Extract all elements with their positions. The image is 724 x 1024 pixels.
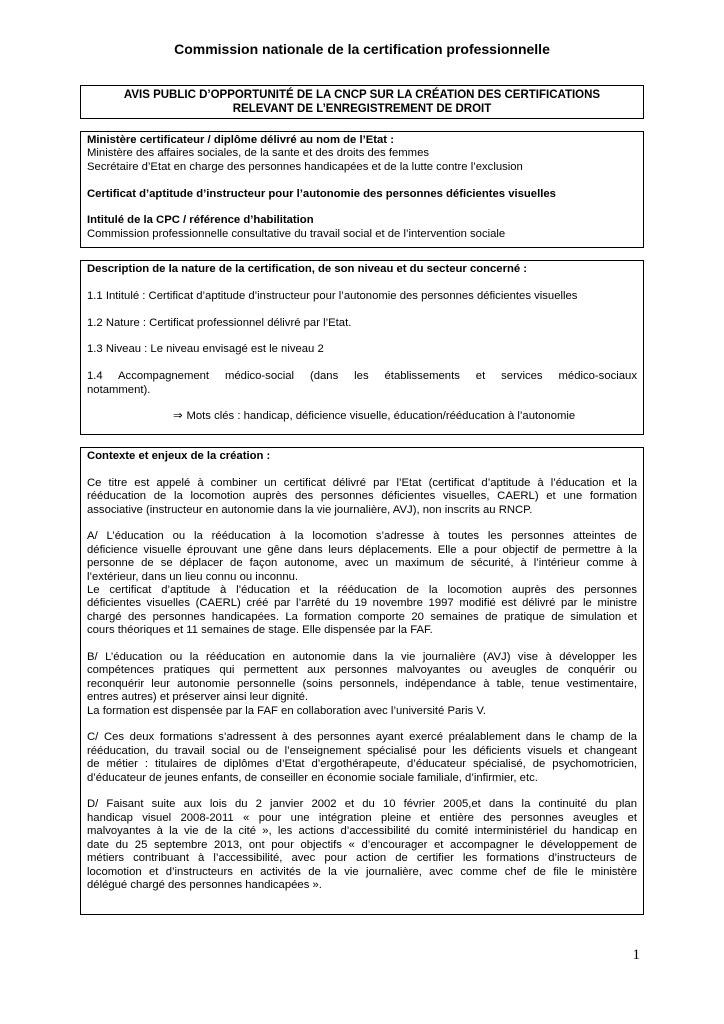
text-line: compétences pratiques qui permettent aux personnes malvoyantes ou aveugles de conquérir ou <box>87 664 637 677</box>
text-line: cours théoriques et 11 semaines de stage. Elle dispensée par la FAF. <box>87 624 433 637</box>
text-line: locomotion et d’instructeurs en activités de la vie journalière, avec comme chef de file le ministère <box>87 865 637 878</box>
ministry-line: Secrétaire d’Etat en charge des personnes handicapées et de la lutte contre l’exclusion <box>87 160 523 173</box>
context-section-b <box>87 651 637 718</box>
text-line: associative (instructeur en autonomie dans la vie journalière, AVJ), non inscrits au RNCP. <box>87 503 533 516</box>
cpc-heading: Intitulé de la CPC / référence d’habilitation <box>87 214 314 227</box>
text-line: personne de se déplacer de façon autonome, avec un maximum de sécurité, à l’intérieur comme à <box>87 557 637 570</box>
text-line: La formation est dispensée par la FAF en collaboration avec l’université Paris V. <box>87 704 486 717</box>
description-item: 1.2 Nature : Certificat professionnel délivré par l’Etat. <box>87 316 352 329</box>
page-title: Commission nationale de la certification professionnelle <box>174 41 550 57</box>
context-heading: Contexte et enjeux de la création : <box>87 450 271 462</box>
text-line: D/ Faisant suite aux lois du 2 janvier 2002 et du 10 février 2005,et dans la continuité du plan <box>87 798 637 811</box>
text-line: déficience visuelle éprouvant une gêne dans leurs déplacements. Elle a pour objectif de permettre à la <box>87 543 637 556</box>
certificate-title: Certificat d’aptitude d’instructeur pour l’autonomie des personnes déficientes visuelles <box>87 187 556 200</box>
context-intro <box>87 477 637 517</box>
text-line: entres autres) et préserver ainsi leur dignité. <box>87 691 309 704</box>
description-item: 1.3 Niveau : Le niveau envisagé est le niveau 2 <box>87 343 324 356</box>
keywords-text: Mots clés : handicap, déficience visuelle, éducation/rééducation à l’autonomie <box>186 410 576 423</box>
text-line: métiers contribuant à l’accessibilité, avec pour action de certifier les formations d’instructeurs de <box>87 852 637 865</box>
keywords-line <box>87 410 637 423</box>
text-line: délégué chargé des personnes handicapées ». <box>87 878 322 891</box>
text-line: reconquérir leur autonomie personnelle (soins personnels, indépendance à table, tenue vestimentaire, <box>87 677 637 690</box>
description-item: 1.1 Intitulé : Certificat d’aptitude d’instructeur pour l’autonomie des personnes déficientes visuelles <box>87 289 578 302</box>
text-line: Le certificat d’aptitude à l’éducation et la rééducation de la locomotion auprès des personnes <box>87 584 637 597</box>
right-arrow-icon: ⇒ <box>173 410 183 423</box>
context-section-c <box>87 731 637 785</box>
text-line: l’extérieur, dans un lieu connu ou inconnu. <box>87 570 299 583</box>
text-line: Ce titre est appelé à combiner un certificat délivré par l’Etat (certificat d’aptitude à l’éducation et la <box>87 476 637 489</box>
context-box <box>80 447 644 915</box>
description-item: 1.4 Accompagnement médico-social (dans les établissements et services médico-sociaux <box>87 370 637 383</box>
text-line: de métier : titulaires de diplômes d’Etat d’ergothérapeute, d’éducateur spécialisé, de psychomotricien, <box>87 758 637 771</box>
ministry-box <box>80 131 644 248</box>
context-section-d <box>87 798 637 892</box>
text-line: date du 25 septembre 2013, ont pour objectifs « d’encourager et accompagner le développement de <box>87 838 637 851</box>
description-item: notamment). <box>87 383 151 396</box>
page-number: 1 <box>632 947 640 963</box>
notice-line-2: RELEVANT DE L’ENREGISTREMENT DE DROIT <box>232 102 492 115</box>
description-box <box>80 260 644 435</box>
text-line: handicap visuel 2008-2011 « pour une intégration pleine et entière des personnes aveugles et <box>87 811 637 824</box>
text-line: rééducation de la locomotion auprès des personnes déficientes visuelles, CAERL) et une formation <box>87 490 637 503</box>
ministry-heading: Ministère certificateur / diplôme délivré au nom de l’Etat : <box>87 134 394 146</box>
description-heading: Description de la nature de la certification, de son niveau et du secteur concerné : <box>87 263 528 275</box>
public-notice-box <box>80 85 644 119</box>
text-line: rééducation, du travail social ou de l’enseignement spécialisé pour les déficients visuels et changeant <box>87 744 637 757</box>
text-line: A/ L’éducation ou la rééducation à la locomotion s’adresse à toutes les personnes atteintes de <box>87 530 637 543</box>
cpc-value: Commission professionnelle consultative du travail social et de l’intervention sociale <box>87 227 506 240</box>
notice-line-1: AVIS PUBLIC D’OPPORTUNITÉ DE LA CNCP SUR LA CRÉATION DES CERTIFICATIONS <box>123 89 601 101</box>
text-line: chargé des personnes handicapées. La formation comporte 20 semaines de pratique de simulation et <box>87 610 637 623</box>
text-line: C/ Ces deux formations s’adressent à des personnes ayant exercé préalablement dans le champ de la <box>87 731 637 744</box>
text-line: d’éducateur de jeunes enfants, de conseiller en économie sociale familiale, d’infirmier, etc. <box>87 771 538 784</box>
ministry-line: Ministère des affaires sociales, de la sante et des droits des femmes <box>87 147 430 160</box>
context-section-a <box>87 530 637 637</box>
text-line: B/ L’éducation ou la rééducation en autonomie dans la vie journalière (AVJ) vise à développer les <box>87 651 637 664</box>
text-line: déficientes visuelles (CAERL) créé par l’arrêté du 19 novembre 1997 modifié est délivré par le ministre <box>87 597 637 610</box>
text-line: malvoyantes à la vie de la cité », les actions d’accessibilité du comité interministériel du handicap en <box>87 825 637 838</box>
